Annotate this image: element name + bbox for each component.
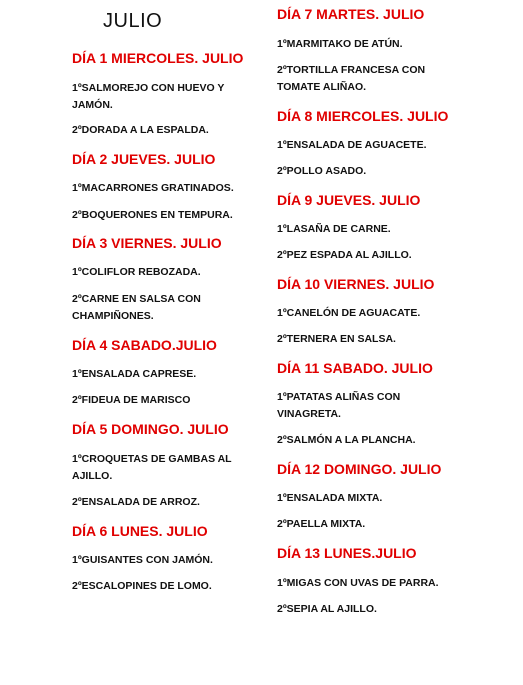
dish-second: 2ºDORADA A LA ESPALDA. (72, 124, 209, 136)
dish-first: 1ºGUISANTES CON JAMÓN. (72, 554, 213, 566)
dish-second: 2ºFIDEUA DE MARISCO (72, 394, 191, 406)
dish-second: 2ºCARNE EN SALSA CON CHAMPIÑONES. (72, 293, 201, 322)
dish-first: 1ºSALMOREJO CON HUEVO Y JAMÓN. (72, 82, 225, 111)
day-heading: DÍA 11 SABADO. JULIO (277, 360, 433, 376)
dish-second: 2ºTERNERA EN SALSA. (277, 333, 396, 345)
dish-first: 1ºENSALADA MIXTA. (277, 492, 383, 504)
day-heading: DÍA 9 JUEVES. JULIO (277, 192, 421, 208)
dish-first: 1ºCANELÓN DE AGUACATE. (277, 307, 421, 319)
page-title: JULIO (103, 10, 163, 32)
dish-second: 2ºSEPIA AL AJILLO. (277, 603, 377, 615)
dish-second: 2ºPOLLO ASADO. (277, 165, 367, 177)
dish-second: 2ºBOQUERONES EN TEMPURA. (72, 209, 233, 221)
day-heading: DÍA 1 MIERCOLES. JULIO (72, 50, 244, 66)
dish-first: 1ºENSALADA CAPRESE. (72, 368, 197, 380)
dish-first: 1ºENSALADA DE AGUACETE. (277, 139, 427, 151)
dish-first: 1ºMACARRONES GRATINADOS. (72, 182, 234, 194)
dish-second: 2ºTORTILLA FRANCESA CON TOMATE ALIÑAO. (277, 64, 426, 93)
dish-second: 2ºPEZ ESPADA AL AJILLO. (277, 249, 412, 261)
day-heading: DÍA 7 MARTES. JULIO (277, 6, 425, 22)
day-heading: DÍA 12 DOMINGO. JULIO (277, 461, 442, 477)
dish-second: 2ºESCALOPINES DE LOMO. (72, 580, 212, 592)
dish-first: 1ºPATATAS ALIÑAS CON VINAGRETA. (277, 391, 401, 420)
day-heading: DÍA 13 LUNES.JULIO (277, 545, 417, 561)
dish-second: 2ºENSALADA DE ARROZ. (72, 496, 200, 508)
day-heading: DÍA 10 VIERNES. JULIO (277, 276, 435, 292)
dish-first: 1ºCROQUETAS DE GAMBAS AL AJILLO. (72, 453, 232, 482)
day-heading: DÍA 3 VIERNES. JULIO (72, 235, 222, 251)
day-heading: DÍA 5 DOMINGO. JULIO (72, 421, 229, 437)
dish-first: 1ºLASAÑA DE CARNE. (277, 223, 391, 235)
day-heading: DÍA 2 JUEVES. JULIO (72, 151, 216, 167)
dish-second: 2ºPAELLA MIXTA. (277, 518, 366, 530)
day-heading: DÍA 8 MIERCOLES. JULIO (277, 108, 449, 124)
dish-first: 1ºMARMITAKO DE ATÚN. (277, 38, 403, 50)
dish-first: 1ºMIGAS CON UVAS DE PARRA. (277, 577, 439, 589)
day-heading: DÍA 6 LUNES. JULIO (72, 523, 208, 539)
day-heading: DÍA 4 SABADO.JULIO (72, 337, 217, 353)
dish-first: 1ºCOLIFLOR REBOZADA. (72, 266, 201, 278)
dish-second: 2ºSALMÓN A LA PLANCHA. (277, 434, 416, 446)
